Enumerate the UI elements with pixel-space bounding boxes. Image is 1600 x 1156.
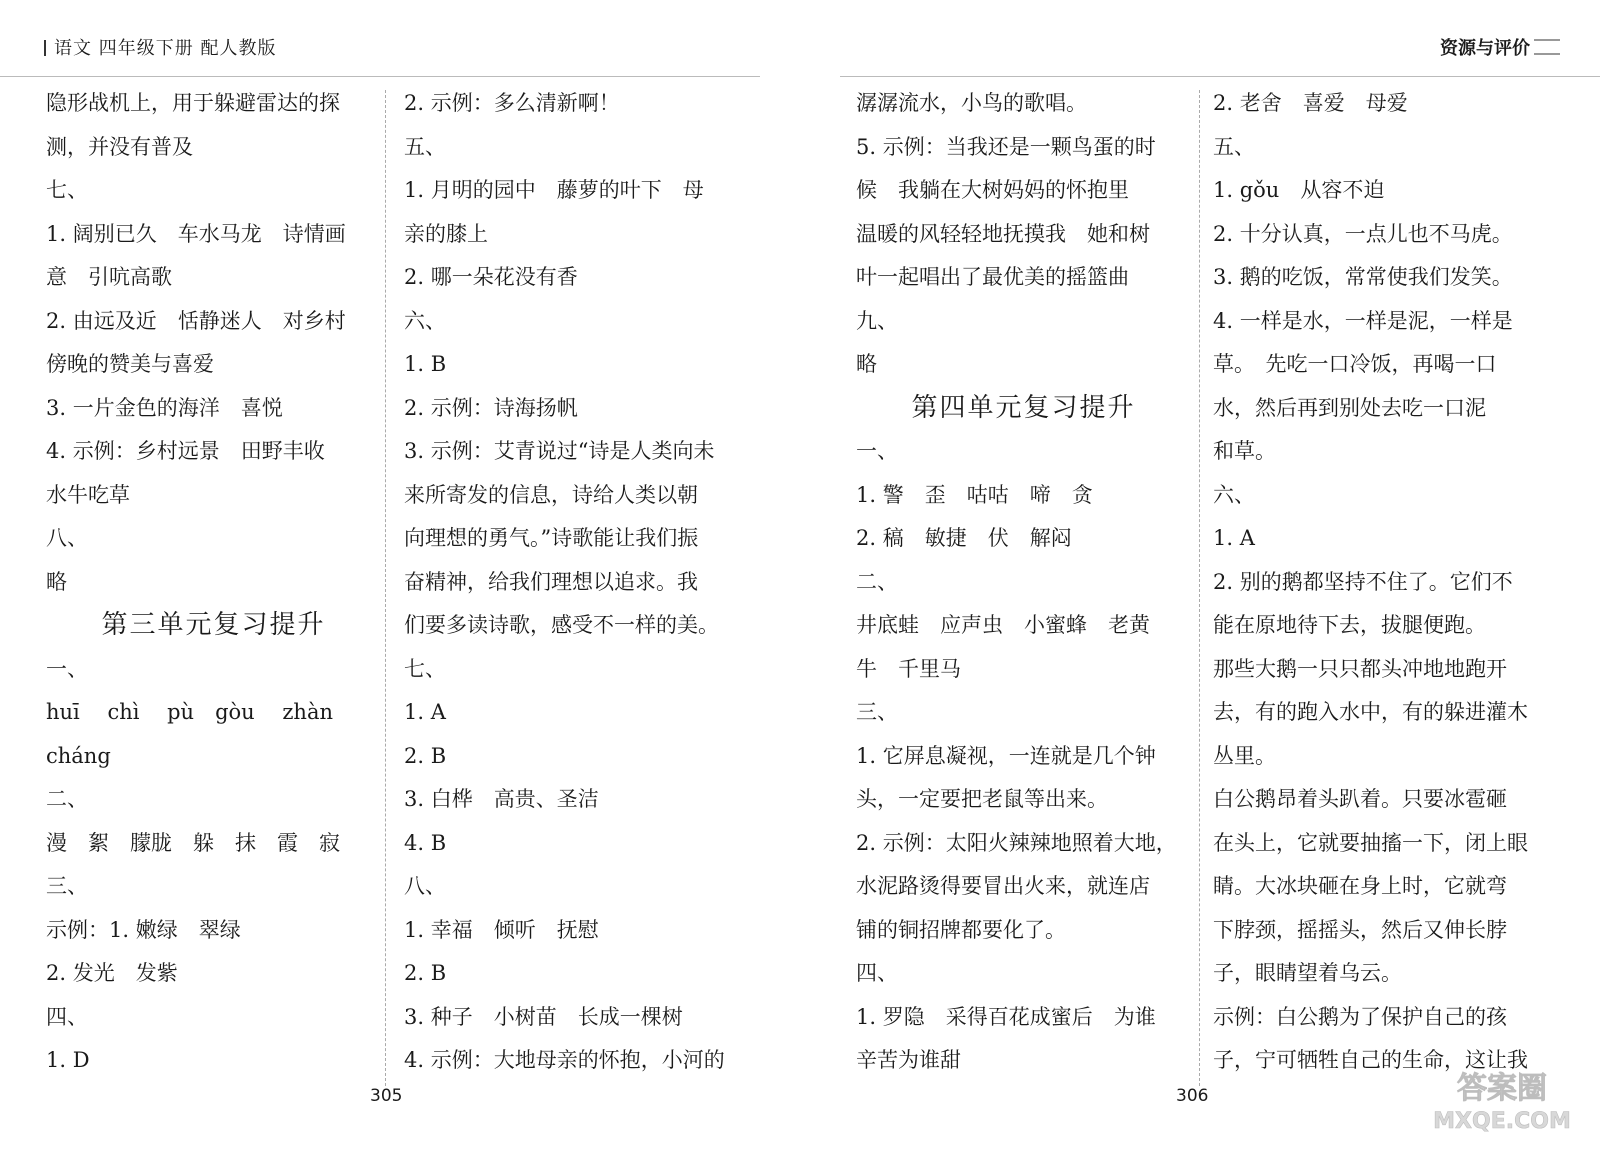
answer-line: 1. A [1213, 526, 1255, 550]
answer-line: 铺的铜招牌都要化了。 [856, 917, 1066, 942]
page-305-right-column [404, 82, 749, 1083]
answer-line: 3. 一片金色的海洋 喜悦 [46, 395, 283, 420]
answer-line: 七、 [46, 178, 88, 202]
answer-line: 和草。 [1213, 439, 1276, 463]
answer-line: 4. 一样是水，一样是泥，一样是 [1213, 308, 1513, 333]
page-306-right-column [1213, 82, 1558, 1083]
book-info-text: 语文 四年级下册 配人教版 [54, 38, 277, 59]
answer-line: 潺潺流水，小鸟的歌唱。 [856, 91, 1087, 115]
answer-line: 来所寄发的信息，诗给人类以朝 [404, 482, 698, 507]
answer-line: 四、 [856, 961, 898, 985]
series-title [1440, 34, 1560, 60]
answer-line: 2. 示例：诗海扬帆 [404, 395, 578, 420]
answer-line: 2. B [404, 743, 447, 768]
answer-line: 白公鹅昂着头趴着。只要冰雹砸 [1213, 787, 1507, 811]
answer-line: huī chì pù gòu zhàn [46, 700, 334, 724]
answer-line: 水泥路烫得要冒出火来，就连店 [856, 874, 1150, 898]
answer-line: 六、 [404, 308, 446, 333]
answer-line: 睛。大冰块砸在身上时，它就弯 [1213, 874, 1507, 898]
answer-line: 3. 示例：艾青说过“诗是人类向未 [404, 439, 715, 463]
answer-line: cháng [46, 743, 111, 768]
answer-line: 1. 月明的园中 藤萝的叶下 母 [404, 178, 704, 202]
answer-line: 4. B [404, 830, 447, 855]
column-divider-left [385, 90, 386, 1086]
column-divider-right [1199, 90, 1200, 1086]
watermark-text-1: 答案圈 [1457, 1071, 1547, 1106]
section-title: 第三单元复习提升 [101, 610, 326, 640]
header-rule-right [840, 76, 1600, 77]
answer-line: 1. D [46, 1048, 90, 1072]
answer-line: 那些大鹅一只只都头冲地地跑开 [1213, 656, 1507, 681]
series-title-text: 资源与评价 [1440, 38, 1530, 59]
answer-line: 温暖的风轻轻地抚摸我 她和树 [856, 221, 1150, 246]
site-watermark-logo [1432, 1064, 1572, 1136]
answer-line: 3. 种子 小树苗 长成一棵树 [404, 1004, 683, 1029]
answer-line: 子，宁可牺牲自己的生命，这让我 [1213, 1048, 1528, 1072]
answer-line: 九、 [856, 308, 898, 333]
page-number-306: 306 [1176, 1086, 1209, 1106]
answer-line: 1. B [404, 352, 447, 376]
answer-line: 七、 [404, 656, 446, 681]
answer-line: 三、 [856, 700, 898, 724]
answer-line: 1. 罗隐 采得百花成蜜后 为谁 [856, 1004, 1156, 1029]
answer-line: 1. A [404, 700, 446, 724]
answer-line: 1. 阔别已久 车水马龙 诗情画 [46, 221, 346, 246]
answer-line: 井底蛙 应声虫 小蜜蜂 老黄 [856, 613, 1150, 637]
answer-line: 1. 警 歪 咕咕 啼 贪 [856, 482, 1093, 507]
answer-line: 能在原地待下去，拔腿便跑。 [1213, 613, 1486, 637]
answer-line: 意 引吭高歌 [46, 265, 172, 289]
answer-line: 二、 [856, 569, 898, 594]
answer-line: 示例：1. 嫩绿 翠绿 [46, 917, 241, 942]
answer-line: 一、 [46, 656, 88, 681]
answer-line: 示例：白公鹅为了保护自己的孩 [1213, 1004, 1507, 1029]
answer-line: 2. 哪一朵花没有香 [404, 265, 578, 289]
answer-line: 隐形战机上，用于躲避雷达的探 [46, 91, 340, 115]
answer-line: 三、 [46, 874, 88, 898]
answer-line: 2. 稿 敏捷 伏 解闷 [856, 526, 1072, 550]
answer-line: 4. 示例：大地母亲的怀抱，小河的 [404, 1048, 725, 1072]
answer-line: 草。 先吃一口冷饭，再喝一口 [1213, 352, 1497, 376]
page-306-left-column [856, 82, 1191, 1083]
answer-line: 五、 [1213, 134, 1255, 159]
answer-line: 一、 [856, 439, 898, 463]
answer-line: 1. 它屏息凝视，一连就是几个钟 [856, 743, 1156, 768]
answer-line: 五、 [404, 134, 446, 159]
answer-line: 4. 示例：乡村远景 田野丰收 [46, 439, 325, 463]
answer-line: 八、 [404, 874, 446, 898]
answer-line: 测，并没有普及 [46, 134, 193, 159]
answer-line: 二、 [46, 787, 88, 811]
answer-line: 丛里。 [1213, 743, 1276, 768]
book-info [44, 34, 276, 60]
answer-line: 3. 鹅的吃饭，常常使我们发笑。 [1213, 265, 1513, 289]
watermark-text-2: MXQE.COM [1433, 1109, 1571, 1134]
page-305-left-column [46, 82, 381, 1083]
answer-line: 辛苦为谁甜 [856, 1048, 961, 1072]
answer-line: 2. 别的鹅都坚持不住了。它们不 [1213, 569, 1513, 594]
answer-line: 奋精神，给我们理想以追求。我 [404, 569, 698, 594]
answer-line: 2. 发光 发紫 [46, 961, 178, 985]
page-number-305: 305 [370, 1086, 403, 1106]
section-title: 第四单元复习提升 [911, 392, 1136, 423]
answer-line: 略 [856, 352, 877, 376]
answer-line: 水牛吃草 [46, 482, 130, 507]
answer-line: 在头上，它就要抽搐一下，闭上眼 [1213, 830, 1528, 855]
answer-line: 四、 [46, 1004, 88, 1029]
answer-line: 去，有的跑入水中，有的躲进灌木 [1213, 700, 1528, 724]
answer-line: 2. 由远及近 恬静迷人 对乡村 [46, 308, 346, 333]
header-rule-left [0, 76, 760, 77]
answer-line: 2. 示例：多么清新啊！ [404, 91, 620, 115]
answer-line: 3. 白桦 高贵、圣洁 [404, 787, 599, 811]
answer-line: 略 [46, 569, 67, 594]
answer-line: 下脖颈，摇摇头，然后又伸长脖 [1213, 917, 1507, 942]
answer-line: 5. 示例：当我还是一颗鸟蛋的时 [856, 134, 1156, 159]
answer-line: 六、 [1213, 482, 1255, 507]
answer-line: 八、 [46, 526, 88, 550]
answer-line: 2. 十分认真，一点儿也不马虎。 [1213, 221, 1513, 246]
answer-line: 向理想的勇气。”诗歌能让我们振 [404, 526, 699, 550]
answer-line: 2. 老舍 喜爱 母爱 [1213, 91, 1408, 115]
answer-line: 1. 幸福 倾听 抚慰 [404, 917, 599, 942]
answer-line: 候 我躺在大树妈妈的怀抱里 [856, 178, 1129, 202]
answer-line: 1. gǒu 从容不迫 [1213, 178, 1385, 202]
answer-line: 2. B [404, 961, 447, 985]
answer-line: 头，一定要把老鼠等出来。 [856, 787, 1108, 811]
header-ornament [1534, 39, 1560, 55]
answer-line: 漫 絮 朦胧 躲 抹 霞 寂 [46, 830, 340, 855]
answer-line: 叶一起唱出了最优美的摇篮曲 [856, 265, 1129, 289]
answer-line: 水，然后再到别处去吃一口泥 [1213, 395, 1486, 420]
answer-line: 2. 示例：太阳火辣辣地照着大地， [856, 830, 1177, 855]
answer-line: 亲的膝上 [404, 221, 488, 246]
answer-line: 们要多读诗歌，感受不一样的美。 [404, 613, 719, 637]
answer-line: 傍晚的赞美与喜爱 [46, 352, 214, 376]
answer-line: 牛 千里马 [856, 656, 961, 681]
answer-line: 子，眼睛望着乌云。 [1213, 961, 1402, 985]
